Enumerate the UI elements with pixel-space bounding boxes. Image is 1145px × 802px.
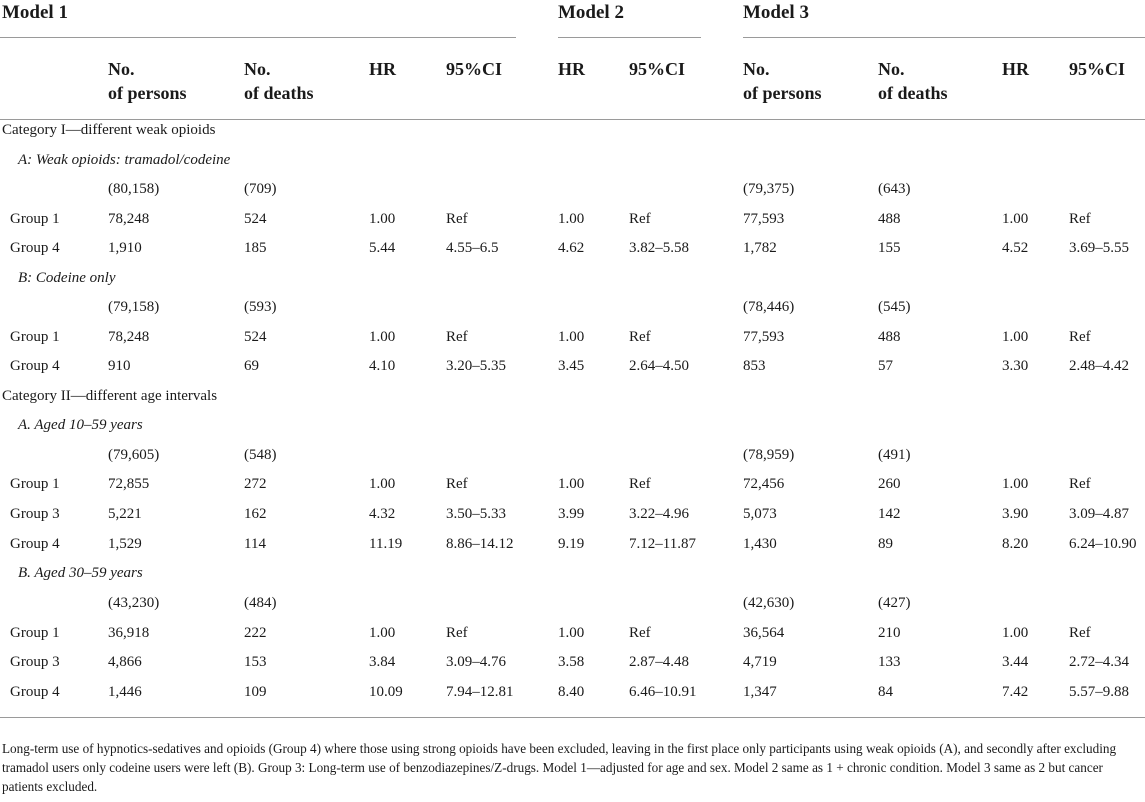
table-cell: Ref [446, 625, 468, 641]
table-cell: Ref [629, 329, 651, 345]
table-cell: 3.82–5.58 [629, 240, 689, 256]
model-3-underline [743, 37, 1145, 38]
table-cell: 1.00 [369, 329, 396, 345]
table-cell: 3.09–4.76 [446, 654, 506, 670]
table-cell: 11.19 [369, 536, 403, 552]
table-cell: 1.00 [558, 211, 585, 227]
totals-cell: (491) [878, 447, 911, 463]
category-heading: Category II—different age intervals [2, 388, 218, 404]
table-cell: 4,719 [743, 654, 777, 670]
table-cell: 1.00 [369, 476, 396, 492]
row-label: Group 4 [10, 684, 60, 700]
table-cell: Ref [446, 211, 468, 227]
table-cell: Ref [629, 625, 651, 641]
table-cell: Ref [1069, 476, 1091, 492]
model-1-underline [0, 37, 516, 38]
table-cell: Ref [1069, 329, 1091, 345]
table-cell: 1.00 [558, 329, 585, 345]
table-cell: Ref [629, 476, 651, 492]
table-cell: Ref [629, 211, 651, 227]
table-cell: 1,446 [108, 684, 142, 700]
table-cell: 3.45 [558, 358, 585, 374]
table-cell: 3.69–5.55 [1069, 240, 1129, 256]
table-cell: 8.40 [558, 684, 585, 700]
table-cell: 36,918 [108, 625, 150, 641]
table-cell: 260 [878, 476, 901, 492]
totals-cell: (80,158) [108, 181, 160, 197]
table-cell: 3.99 [558, 506, 585, 522]
table-cell: 185 [244, 240, 267, 256]
table-cell: 2.87–4.48 [629, 654, 689, 670]
table-cell: 3.50–5.33 [446, 506, 506, 522]
table-cell: 72,855 [108, 476, 150, 492]
table-cell: 10.09 [369, 684, 403, 700]
table-cell: 1.00 [558, 625, 585, 641]
row-label: Group 4 [10, 240, 60, 256]
table-cell: 1.00 [558, 476, 585, 492]
table-cell: Ref [446, 329, 468, 345]
table-bottom-rule [0, 717, 1145, 718]
table-cell: 84 [878, 684, 893, 700]
table-cell: 272 [244, 476, 267, 492]
table-cell: 5.57–9.88 [1069, 684, 1129, 700]
table-cell: 1.00 [1002, 625, 1029, 641]
table-cell: 3.90 [1002, 506, 1029, 522]
table-cell: 78,248 [108, 329, 150, 345]
table-cell: 2.72–4.34 [1069, 654, 1129, 670]
table-cell: 1.00 [369, 211, 396, 227]
subgroup-heading: A. Aged 10–59 years [18, 417, 143, 433]
table-cell: 910 [108, 358, 131, 374]
table-cell: 524 [244, 211, 267, 227]
subgroup-heading: A: Weak opioids: tramadol/codeine [18, 152, 231, 168]
totals-cell: (78,959) [743, 447, 795, 463]
subgroup-heading: B. Aged 30–59 years [18, 565, 143, 581]
col-header-m1-3: 95%CI [446, 59, 503, 79]
table-cell: 2.48–4.42 [1069, 358, 1129, 374]
totals-cell: (709) [244, 181, 277, 197]
col-header-m1-2: HR [369, 59, 396, 79]
table-cell: 3.09–4.87 [1069, 506, 1129, 522]
table-cell: 7.12–11.87 [629, 536, 696, 552]
totals-cell: (79,375) [743, 181, 795, 197]
row-label: Group 3 [10, 654, 60, 670]
table-cell: 142 [878, 506, 901, 522]
table-cell: 114 [244, 536, 266, 552]
col-header-m2-1: 95%CI [629, 59, 686, 79]
row-label: Group 3 [10, 506, 60, 522]
totals-cell: (593) [244, 299, 277, 315]
table-cell: 1.00 [1002, 329, 1029, 345]
table-cell: 3.44 [1002, 654, 1029, 670]
table-cell: 109 [244, 684, 267, 700]
table-cell: 4.62 [558, 240, 585, 256]
table-cell: 77,593 [743, 211, 785, 227]
table-cell: 5,073 [743, 506, 777, 522]
table-cell: 153 [244, 654, 267, 670]
row-label: Group 4 [10, 536, 60, 552]
totals-cell: (42,630) [743, 595, 795, 611]
totals-cell: (427) [878, 595, 911, 611]
table-cell: 5,221 [108, 506, 142, 522]
table-cell: 8.20 [1002, 536, 1029, 552]
table-cell: 4.32 [369, 506, 396, 522]
table-cell: 488 [878, 329, 901, 345]
col-header-m3-2: HR [1002, 59, 1029, 79]
model-3-title: Model 3 [743, 2, 809, 23]
table-footnote: Long-term use of hypnotics-sedatives and opioids (Group 4) where those using strong opioids have been excluded, leaving in the first place only participants using weak opioids (A), and secondly after excluding tramadol users only codeine users were left (B). Group 3: Long-term use of benzodiazepines/Z-drugs. Model 1—adjusted for age and sex. Model 2 same as 1 + chronic condition. Model 3 same as 2 but cancer patients excluded. [2, 741, 1117, 794]
table-cell: 78,248 [108, 211, 150, 227]
table-cell: 89 [878, 536, 893, 552]
table-cell: 1,529 [108, 536, 142, 552]
table-cell: 1,910 [108, 240, 142, 256]
table-cell: 210 [878, 625, 901, 641]
table-cell: 3.58 [558, 654, 585, 670]
table-cell: 6.46–10.91 [629, 684, 697, 700]
table-cell: Ref [446, 476, 468, 492]
table-cell: 222 [244, 625, 267, 641]
table-cell: 488 [878, 211, 901, 227]
row-label: Group 1 [10, 211, 60, 227]
table-cell: 524 [244, 329, 267, 345]
totals-cell: (484) [244, 595, 277, 611]
table-cell: 4.52 [1002, 240, 1029, 256]
table-cell: 6.24–10.90 [1069, 536, 1137, 552]
row-label: Group 1 [10, 625, 60, 641]
table-cell: 133 [878, 654, 901, 670]
table-cell: Ref [1069, 625, 1091, 641]
table-cell: 36,564 [743, 625, 785, 641]
table-cell: 1.00 [1002, 211, 1029, 227]
table-cell: 57 [878, 358, 893, 374]
table-cell: 1.00 [369, 625, 396, 641]
table-cell: Ref [1069, 211, 1091, 227]
totals-cell: (78,446) [743, 299, 795, 315]
table-cell: 2.64–4.50 [629, 358, 689, 374]
model-2-title: Model 2 [558, 2, 624, 23]
table-cell: 1,347 [743, 684, 777, 700]
table-cell: 8.86–14.12 [446, 536, 514, 552]
table-cell: 77,593 [743, 329, 785, 345]
table-cell: 1,782 [743, 240, 777, 256]
totals-cell: (548) [244, 447, 277, 463]
totals-cell: (79,605) [108, 447, 160, 463]
table-cell: 4.10 [369, 358, 396, 374]
col-header-m3-0: No. of persons [743, 59, 822, 103]
table-cell: 9.19 [558, 536, 585, 552]
header-bottom-rule [0, 119, 1145, 120]
col-header-m3-1: No. of deaths [878, 59, 948, 103]
table-cell: 3.22–4.96 [629, 506, 689, 522]
row-label: Group 1 [10, 329, 60, 345]
model-1-title: Model 1 [2, 2, 68, 23]
table-cell: 155 [878, 240, 901, 256]
table-cell: 4.55–6.5 [446, 240, 499, 256]
table-cell: 7.42 [1002, 684, 1029, 700]
table-cell: 69 [244, 358, 259, 374]
row-label: Group 4 [10, 358, 60, 374]
table-cell: 3.30 [1002, 358, 1029, 374]
table-cell: 5.44 [369, 240, 396, 256]
table-cell: 72,456 [743, 476, 785, 492]
col-header-m2-0: HR [558, 59, 585, 79]
model-2-underline [558, 37, 701, 38]
totals-cell: (545) [878, 299, 911, 315]
table-cell: 162 [244, 506, 267, 522]
table-cell: 1.00 [1002, 476, 1029, 492]
totals-cell: (79,158) [108, 299, 160, 315]
col-header-m3-3: 95%CI [1069, 59, 1126, 79]
category-heading: Category I—different weak opioids [2, 122, 216, 138]
subgroup-heading: B: Codeine only [18, 270, 116, 286]
totals-cell: (643) [878, 181, 911, 197]
table-cell: 3.84 [369, 654, 396, 670]
table-cell: 7.94–12.81 [446, 684, 514, 700]
totals-cell: (43,230) [108, 595, 160, 611]
row-label: Group 1 [10, 476, 60, 492]
table-cell: 853 [743, 358, 766, 374]
table-cell: 4,866 [108, 654, 142, 670]
col-header-m1-1: No. of deaths [244, 59, 314, 103]
table-cell: 3.20–5.35 [446, 358, 506, 374]
col-header-m1-0: No. of persons [108, 59, 187, 103]
table-cell: 1,430 [743, 536, 777, 552]
